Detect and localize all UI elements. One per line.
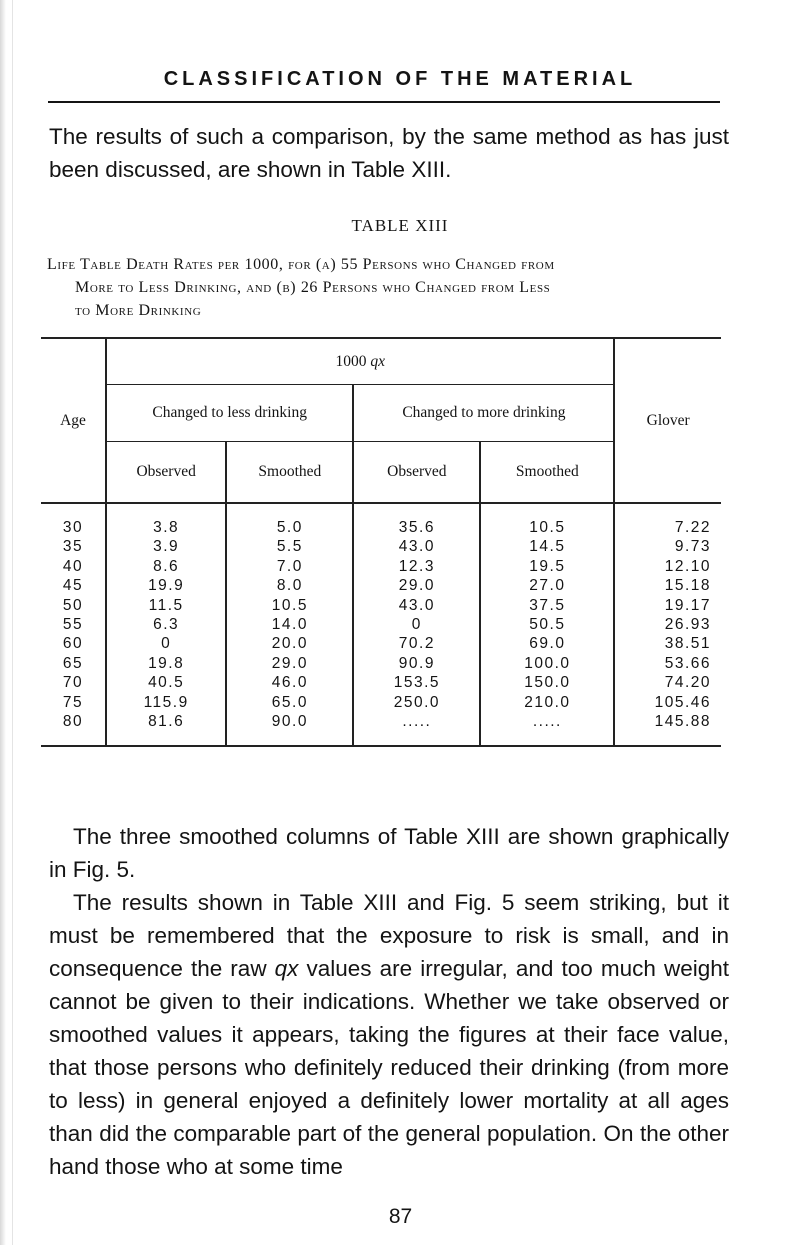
cell-age: 65	[62, 654, 84, 672]
cell-more-smoothed: 69.0	[480, 634, 614, 653]
cell-more-observed: 43.0	[353, 537, 480, 556]
table-caption	[47, 253, 747, 322]
cell-age: 35	[62, 538, 84, 556]
cell-less-observed: 8.6	[106, 557, 226, 576]
cell-glover: 105.46	[614, 693, 721, 712]
caption-line-2: More to Less Drinking, and (b) 26 Persons who Changed from Less	[75, 279, 551, 296]
paragraph-2	[49, 886, 729, 1183]
cell-glover: 15.18	[614, 576, 721, 595]
cell-more-smoothed: 37.5	[480, 596, 614, 615]
cell-less-observed: 11.5	[106, 596, 226, 615]
cell-age: 40	[62, 557, 84, 575]
cell-less-observed: 115.9	[106, 693, 226, 712]
cell-glover: 145.88	[614, 712, 721, 746]
table-row	[41, 673, 721, 692]
header-rule	[48, 101, 720, 103]
table-row	[41, 576, 721, 595]
cell-more-observed: 250.0	[353, 693, 480, 712]
header-more-drinking: Changed to more drinking	[353, 385, 614, 442]
cell-more-observed: .....	[353, 712, 480, 746]
cell-glover: 19.17	[614, 596, 721, 615]
cell-age: 45	[62, 577, 84, 595]
cell-more-observed: 29.0	[353, 576, 480, 595]
cell-glover: 7.22	[614, 503, 721, 537]
running-head: CLASSIFICATION OF THE MATERIAL	[163, 68, 637, 90]
cell-less-smoothed: 7.0	[226, 557, 353, 576]
caption-line-3: to More Drinking	[75, 302, 202, 319]
header-age: Age	[41, 338, 106, 503]
header-qx-var: qx	[370, 352, 385, 370]
page-number: 87	[388, 1205, 413, 1228]
table-row	[41, 557, 721, 576]
cell-glover: 9.73	[614, 537, 721, 556]
cell-less-observed: 81.6	[106, 712, 226, 746]
cell-less-smoothed: 46.0	[226, 673, 353, 692]
death-rate-table	[41, 337, 721, 747]
table-row	[41, 654, 721, 673]
cell-glover: 26.93	[614, 615, 721, 634]
cell-less-smoothed: 5.0	[226, 503, 353, 537]
cell-more-smoothed: 50.5	[480, 615, 614, 634]
paragraph-1	[49, 820, 729, 886]
cell-less-observed: 3.9	[106, 537, 226, 556]
table-row	[41, 503, 721, 537]
cell-less-smoothed: 29.0	[226, 654, 353, 673]
cell-glover: 12.10	[614, 557, 721, 576]
table-row	[41, 634, 721, 653]
cell-less-smoothed: 8.0	[226, 576, 353, 595]
cell-less-smoothed: 20.0	[226, 634, 353, 653]
cell-less-smoothed: 90.0	[226, 712, 353, 746]
cell-less-observed: 19.9	[106, 576, 226, 595]
intro-text: The results of such a comparison, by the same method as has just been discussed, are shown in Table XIII.	[49, 124, 729, 182]
cell-more-smoothed: 19.5	[480, 557, 614, 576]
header-glover: Glover	[614, 338, 721, 503]
header-more-observed: Observed	[353, 442, 480, 504]
cell-glover: 53.66	[614, 654, 721, 673]
table-row	[41, 615, 721, 634]
cell-less-smoothed: 10.5	[226, 596, 353, 615]
header-qx-group	[106, 338, 614, 385]
table-row	[41, 596, 721, 615]
cell-less-observed: 0	[106, 634, 226, 653]
cell-more-smoothed: 14.5	[480, 537, 614, 556]
cell-more-smoothed: 27.0	[480, 576, 614, 595]
table-row	[41, 712, 721, 746]
cell-more-smoothed: 10.5	[480, 503, 614, 537]
page-spine-shadow	[0, 0, 6, 1245]
cell-age: 60	[62, 635, 84, 653]
table-title: TABLE XIII	[351, 216, 449, 235]
cell-age: 70	[62, 674, 84, 692]
cell-more-observed: 35.6	[353, 503, 480, 537]
cell-more-observed: 0	[353, 615, 480, 634]
cell-glover: 38.51	[614, 634, 721, 653]
header-less-drinking: Changed to less drinking	[106, 385, 353, 442]
paragraph-1-text: The three smoothed columns of Table XIII are shown graphically in Fig. 5.	[49, 824, 729, 882]
cell-age: 50	[62, 596, 84, 614]
cell-age: 80	[41, 712, 106, 746]
header-qx-prefix: 1000	[335, 352, 371, 370]
header-less-observed: Observed	[106, 442, 226, 504]
cell-more-observed: 12.3	[353, 557, 480, 576]
cell-less-smoothed: 14.0	[226, 615, 353, 634]
intro-paragraph	[49, 120, 729, 186]
cell-more-smoothed: 150.0	[480, 673, 614, 692]
paragraph-2-text-a: The results shown in Table XIII and Fig. 5 seem striking, but it must be remembered that the exposure to risk is small, and in consequence the raw	[49, 890, 729, 981]
cell-more-observed: 153.5	[353, 673, 480, 692]
cell-less-smoothed: 5.5	[226, 537, 353, 556]
cell-more-observed: 70.2	[353, 634, 480, 653]
cell-more-smoothed: 210.0	[480, 693, 614, 712]
table-row	[41, 693, 721, 712]
table-row	[41, 537, 721, 556]
caption-line-1: Life Table Death Rates per 1000, for (a) 55 Persons who Changed from	[47, 256, 555, 273]
cell-less-observed: 6.3	[106, 615, 226, 634]
qx-variable: qx	[274, 956, 299, 981]
cell-age: 55	[62, 616, 84, 634]
body-text	[49, 820, 729, 1183]
cell-less-observed: 40.5	[106, 673, 226, 692]
cell-age: 30	[62, 519, 84, 536]
cell-more-observed: 43.0	[353, 596, 480, 615]
cell-more-smoothed: .....	[480, 712, 614, 746]
header-less-smoothed: Smoothed	[226, 442, 353, 504]
cell-more-observed: 90.9	[353, 654, 480, 673]
cell-more-smoothed: 100.0	[480, 654, 614, 673]
cell-less-observed: 19.8	[106, 654, 226, 673]
header-more-smoothed: Smoothed	[480, 442, 614, 504]
cell-less-observed: 3.8	[106, 503, 226, 537]
page-spine-line	[12, 0, 13, 1245]
cell-glover: 74.20	[614, 673, 721, 692]
cell-age: 75	[62, 693, 84, 711]
cell-less-smoothed: 65.0	[226, 693, 353, 712]
paragraph-2-text-b: values are irregular, and too much weight cannot be given to their indications. Whether we take observed or smoothed values it appears, taking the figures at their face value, that those persons who definitely reduced their drinking (from more to less) in general enjoyed a definitely lower mortality at all ages than did the comparable part of the general population. On the other hand those who at some time	[49, 956, 729, 1179]
